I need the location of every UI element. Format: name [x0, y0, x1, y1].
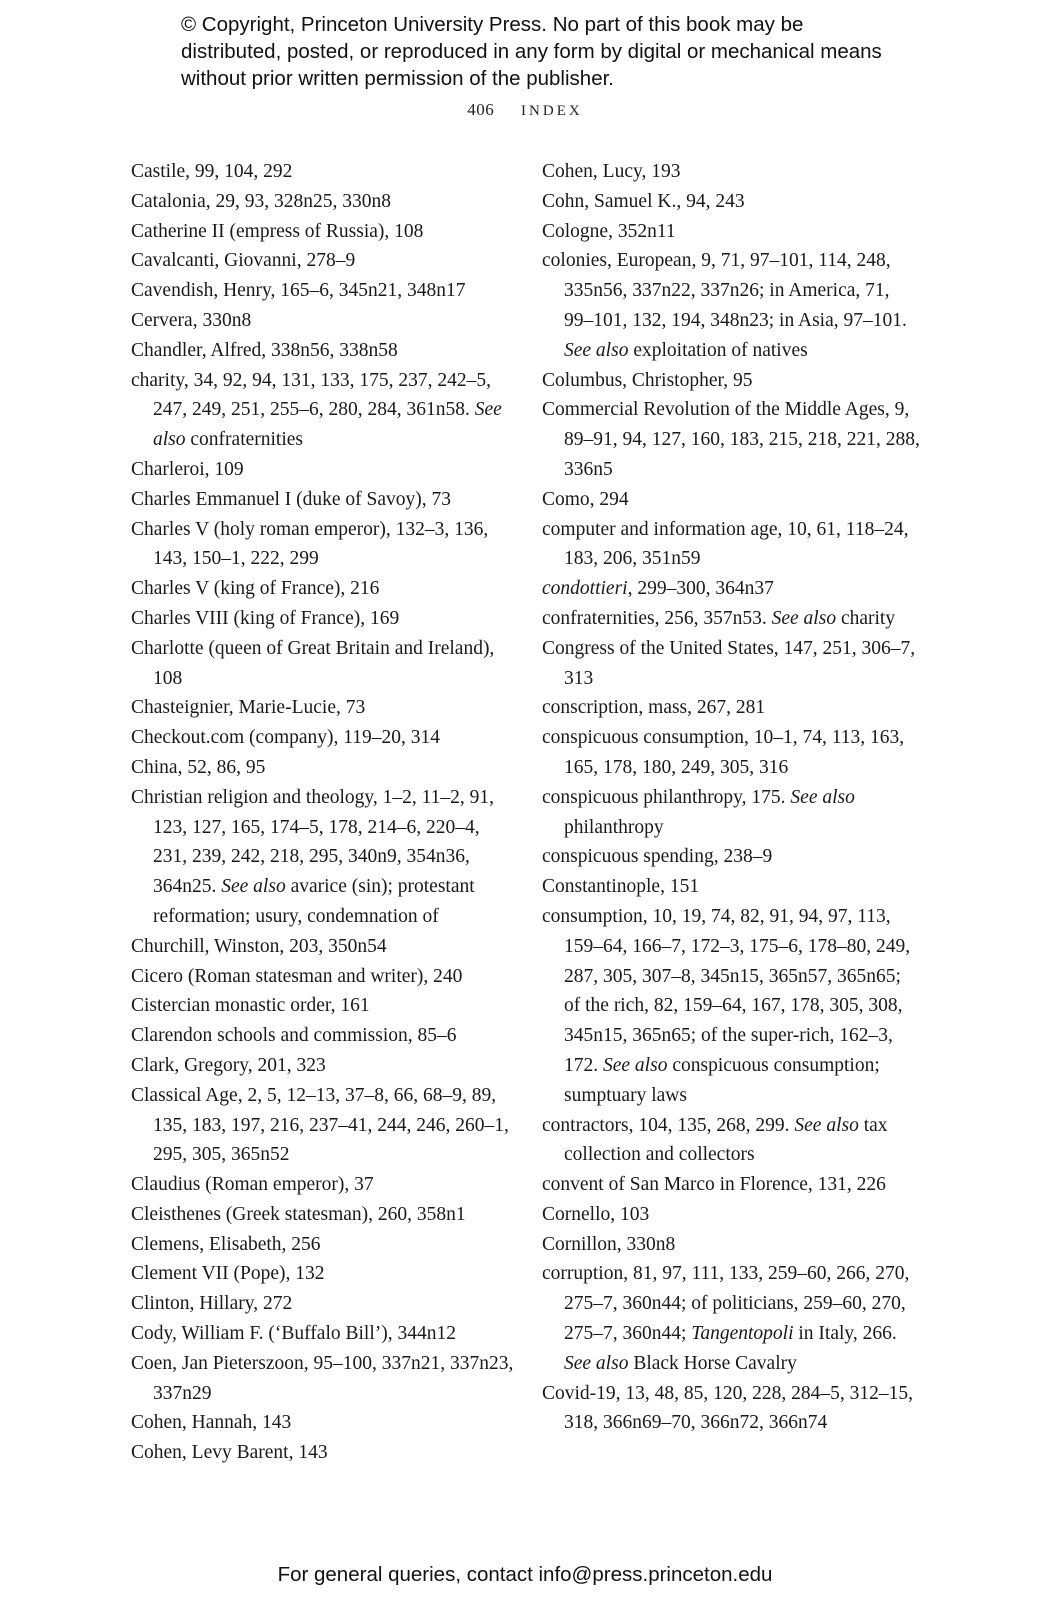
index-entry-text: Charlotte (queen of Great Britain and Ireland), 108 [131, 637, 495, 689]
index-entry [131, 366, 516, 455]
index-entry [542, 693, 922, 723]
index-entry-text: Catalonia, 29, 93, 328n25, 330n8 [131, 190, 391, 212]
index-entry-text: Catherine II (empress of Russia), 108 [131, 220, 424, 242]
copyright-notice: © Copyright, Princeton University Press. No part of this book may be distributed, posted, or reproduced in any form by digital or mechanical means without prior written permission of the publisher. [181, 13, 882, 90]
index-entry-text: conspicuous philanthropy, 175. [542, 786, 791, 808]
index-entry [131, 1081, 516, 1170]
index-entry-text: Clinton, Hillary, 272 [131, 1293, 293, 1315]
index-entry [542, 902, 922, 1111]
index-entry [542, 1379, 922, 1439]
index-entry-text: convent of San Marco in Florence, 131, 226 [542, 1174, 886, 1196]
index-entry-text: Coen, Jan Pieterszoon, 95–100, 337n21, 337n23, 337n29 [131, 1352, 514, 1404]
index-entry [542, 187, 922, 217]
index-entry-text: Cavendish, Henry, 165–6, 345n21, 348n17 [131, 280, 466, 302]
index-entry-text: consumption, 10, 19, 74, 82, 91, 94, 97, 113, 159–64, 166–7, 172–3, 175–6, 178–80, 249, 287, 305, 307–8, 345n15, 365n57, 365n65; of the rich, 82, 159–64, 167, 178, 305, 308, 345n15, 365n65; of the super-rich, 162–3, 172. [542, 905, 911, 1076]
index-entry-text: , 299–300, 364n37 [627, 578, 774, 600]
index-entry-text: confraternities, 256, 357n53. [542, 607, 772, 629]
index-entry [542, 634, 922, 694]
index-entry [131, 693, 516, 723]
index-entry-text: Charles Emmanuel I (duke of Savoy), 73 [131, 488, 452, 510]
index-entry-text: Cleisthenes (Greek statesman), 260, 358n1 [131, 1203, 466, 1225]
index-entry-text: Clarendon schools and commission, 85–6 [131, 1025, 457, 1047]
index-entry-text: Commercial Revolution of the Middle Ages, 9, 89–91, 94, 127, 160, 183, 215, 218, 221, 288, 336n5 [542, 399, 920, 480]
index-entry [131, 187, 516, 217]
index-entry [131, 1319, 516, 1349]
index-entry [542, 1170, 922, 1200]
index-entry-text: Cohen, Lucy, 193 [542, 161, 681, 182]
index-entry [131, 1051, 516, 1081]
index-entry-text: Christian religion and theology, 1–2, 11–2, 91, 123, 127, 165, 174–5, 178, 214–6, 220–4, 231, 239, 242, 218, 295, 340n9, 354n36, 364n25. [131, 786, 495, 898]
index-entry-italic: See also [564, 339, 629, 361]
index-entry-text: Cornillon, 330n8 [542, 1233, 676, 1255]
index-entry [131, 1021, 516, 1051]
index-entry [131, 723, 516, 753]
index-entry [131, 962, 516, 992]
index-entry [542, 604, 922, 634]
index-entry-italic: condottieri [542, 578, 628, 600]
index-entry-text: Clement VII (Pope), 132 [131, 1263, 325, 1285]
index-entry [131, 1200, 516, 1230]
index-entry [542, 1111, 922, 1171]
index-column-right [542, 157, 922, 1438]
index-entry [131, 217, 516, 247]
section-title: INDEX [521, 103, 583, 119]
index-entry-text: Chasteignier, Marie-Lucie, 73 [131, 697, 366, 719]
index-entry [131, 1259, 516, 1289]
index-entry-text: China, 52, 86, 95 [131, 756, 266, 778]
footer-contact: For general queries, contact info@press.princeton.edu [277, 1563, 773, 1586]
index-entry [131, 157, 516, 187]
index-entry-text: Charleroi, 109 [131, 458, 244, 480]
index-entry-text: Constantinople, 151 [542, 876, 700, 898]
index-entry-text: Congress of the United States, 147, 251, 306–7, 313 [542, 637, 916, 689]
index-entry-italic: See also [221, 876, 286, 898]
index-entry-italic: See also [790, 786, 855, 808]
index-entry [131, 306, 516, 336]
index-entry [131, 336, 516, 366]
index-entry-text: charity, 34, 92, 94, 131, 133, 175, 237, 242–5, 247, 249, 251, 255–6, 280, 284, 361n58. [131, 369, 491, 421]
index-entry-text: Clemens, Elisabeth, 256 [131, 1233, 321, 1255]
index-entry-text: Cohn, Samuel K., 94, 243 [542, 190, 745, 212]
index-entry-text: Chandler, Alfred, 338n56, 338n58 [131, 339, 398, 361]
index-entry [131, 1289, 516, 1319]
index-entry-text: Covid-19, 13, 48, 85, 120, 228, 284–5, 312–15, 318, 366n69–70, 366n72, 366n74 [542, 1382, 914, 1434]
index-entry-text: Claudius (Roman emperor), 37 [131, 1174, 374, 1196]
index-entry-italic: See also [153, 399, 502, 451]
index-entry-text: Clark, Gregory, 201, 323 [131, 1054, 326, 1076]
index-entry-text: Como, 294 [542, 488, 629, 510]
index-entry-text: Charles VIII (king of France), 169 [131, 607, 400, 629]
index-entry-text: conspicuous consumption; sumptuary laws [564, 1054, 880, 1106]
index-entry [542, 872, 922, 902]
index-entry-text: contractors, 104, 135, 268, 299. [542, 1114, 795, 1136]
index-entry-text: Cohen, Levy Barent, 143 [131, 1442, 328, 1464]
index-entry-text: Classical Age, 2, 5, 12–13, 37–8, 66, 68–9, 89, 135, 183, 197, 216, 237–41, 244, 246, 260–1, 295, 305, 365n52 [131, 1084, 509, 1166]
index-entry-italic: See also [564, 1352, 629, 1374]
index-entry [542, 574, 922, 604]
page-number: 406 [467, 100, 495, 119]
index-entry [131, 485, 516, 515]
index-entry [542, 157, 922, 187]
index-entry-text: exploitation of natives [628, 339, 808, 361]
index-entry-text: Cervera, 330n8 [131, 309, 252, 331]
index-entry [542, 366, 922, 396]
index-entry [131, 1438, 516, 1468]
index-entry [131, 1230, 516, 1260]
index-entry-text: Charles V (holy roman emperor), 132–3, 136, 143, 150–1, 222, 299 [131, 518, 489, 570]
index-entry [542, 395, 922, 484]
index-entry-text: Cornello, 103 [542, 1203, 650, 1225]
index-entry [131, 246, 516, 276]
index-entry-italic: See also [603, 1054, 668, 1076]
index-entry [131, 574, 516, 604]
index-entry [131, 604, 516, 634]
index-entry-text: Black Horse Cavalry [628, 1352, 797, 1374]
index-entry [542, 783, 922, 843]
index-entry [542, 485, 922, 515]
index-entry [131, 783, 516, 932]
index-entry-text: Columbus, Christopher, 95 [542, 369, 753, 391]
index-entry-text: Castile, 99, 104, 292 [131, 161, 293, 182]
index-entry [131, 1349, 516, 1409]
index-column-left [131, 157, 516, 1468]
index-entry [542, 842, 922, 872]
index-entry [542, 217, 922, 247]
index-entry [542, 1259, 922, 1378]
index-entry-text: in Italy, 266. [793, 1323, 897, 1345]
index-entry [542, 515, 922, 575]
index-entry [131, 932, 516, 962]
index-entry-text: confraternities [185, 429, 304, 451]
index-entry [542, 1230, 922, 1260]
index-entry-text: Cologne, 352n11 [542, 220, 676, 242]
index-entry-text: computer and information age, 10, 61, 118–24, 183, 206, 351n59 [542, 518, 909, 570]
index-entry-text: Cavalcanti, Giovanni, 278–9 [131, 250, 356, 272]
index-entry [542, 246, 922, 365]
index-entry-italic: See also [771, 607, 837, 629]
index-entry [131, 515, 516, 575]
index-entry [542, 1200, 922, 1230]
index-entry-text: philanthropy [564, 816, 664, 838]
index-entry [131, 1408, 516, 1438]
index-entry-text: avarice (sin); protestant reformation; usury, condemnation of [153, 876, 475, 927]
index-entry-text: conspicuous spending, 238–9 [542, 846, 773, 868]
index-entry [131, 753, 516, 783]
index-entry-text: conspicuous consumption, 10–1, 74, 113, 163, 165, 178, 180, 249, 305, 316 [542, 727, 905, 778]
index-entry-text: conscription, mass, 267, 281 [542, 697, 766, 719]
index-entry-text: Cistercian monastic order, 161 [131, 995, 370, 1017]
index-entry-text: Charles V (king of France), 216 [131, 578, 380, 600]
index-entry [131, 1170, 516, 1200]
index-entry [131, 276, 516, 306]
index-entry-text: corruption, 81, 97, 111, 133, 259–60, 266, 270, 275–7, 360n44; of politicians, 259–60, 270, 275–7, 360n44; [542, 1263, 910, 1345]
index-entry [131, 991, 516, 1021]
index-entry-text: colonies, European, 9, 71, 97–101, 114, 248, 335n56, 337n22, 337n26; in America, 71, 99–101, 132, 194, 348n23; in Asia, 97–101. [542, 250, 907, 331]
index-entry-italic: See also [794, 1114, 859, 1136]
index-entry-italic: Tangentopoli [691, 1323, 794, 1345]
index-entry-text: Cohen, Hannah, 143 [131, 1412, 292, 1434]
index-entry [131, 455, 516, 485]
index-entry-text: charity [836, 607, 896, 629]
index-entry [131, 634, 516, 694]
index-entry [542, 723, 922, 783]
index-entry-text: Checkout.com (company), 119–20, 314 [131, 727, 441, 749]
index-entry-text: Churchill, Winston, 203, 350n54 [131, 935, 387, 957]
index-entry-text: Cody, William F. (‘Buffalo Bill’), 344n12 [131, 1323, 456, 1345]
index-entry-text: tax collection and collectors [564, 1114, 888, 1166]
running-head [0, 100, 1050, 120]
index-entry-text: Cicero (Roman statesman and writer), 240 [131, 965, 463, 987]
